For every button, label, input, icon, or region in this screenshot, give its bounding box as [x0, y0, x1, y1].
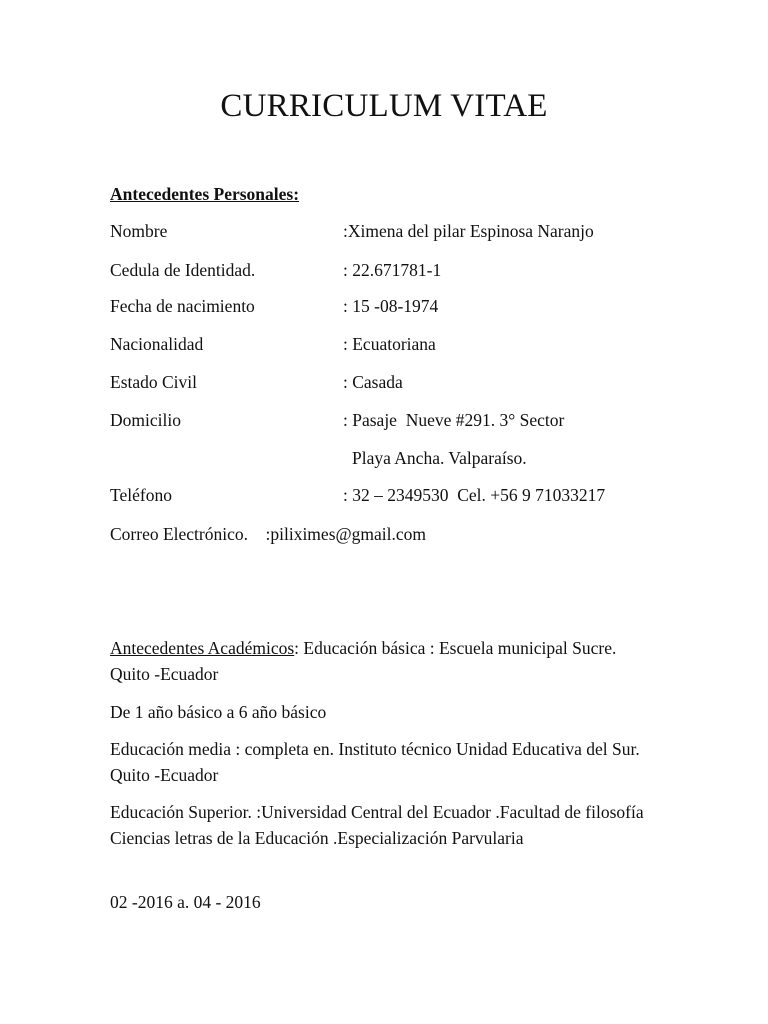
personal-row-email: Correo Electrónico. :piliximes@gmail.com: [110, 524, 426, 544]
academic-superior-paragraph: Educación Superior. :Universidad Central del Ecuador .Facultad de filosofía Ciencias letras de la Educación .Especialización Parvularia: [110, 802, 644, 848]
row-value: : 15 -08-1974: [343, 296, 439, 316]
row-label: Domicilio: [110, 410, 181, 430]
row-label: Fecha de nacimiento: [110, 296, 255, 316]
academic-basic-years: De 1 año básico a 6 año básico: [110, 702, 327, 722]
row-value: : 32 – 2349530 Cel. +56 9 71033217: [343, 485, 606, 505]
row-label: Nacionalidad: [110, 334, 204, 354]
row-value: :Ximena del pilar Espinosa Naranjo: [343, 221, 594, 241]
academic-dates: 02 -2016 a. 04 - 2016: [110, 892, 261, 912]
academic-media-paragraph: Educación media : completa en. Instituto técnico Unidad Educativa del Sur. Quito -Ecuador: [110, 739, 640, 785]
row-value: : Pasaje Nueve #291. 3° Sector: [343, 410, 565, 430]
academic-basic-text: : Educación básica : Escuela municipal Sucre. Quito -Ecuador: [110, 638, 617, 684]
row-label: Cedula de Identidad.: [110, 260, 256, 280]
document-title: CURRICULUM VITAE: [220, 88, 548, 124]
row-value: : Casada: [343, 372, 403, 392]
row-label: Estado Civil: [110, 372, 198, 392]
row-value: : Ecuatoriana: [343, 334, 436, 354]
personal-section-heading: Antecedentes Personales:: [110, 184, 300, 204]
row-label: Nombre: [110, 221, 168, 241]
row-label: Teléfono: [110, 485, 172, 505]
academic-section-heading: Antecedentes Académicos: [110, 638, 295, 658]
row-value: Playa Ancha. Valparaíso.: [352, 448, 527, 468]
row-value: : 22.671781-1: [343, 260, 442, 280]
academic-basic-paragraph: [110, 635, 655, 687]
